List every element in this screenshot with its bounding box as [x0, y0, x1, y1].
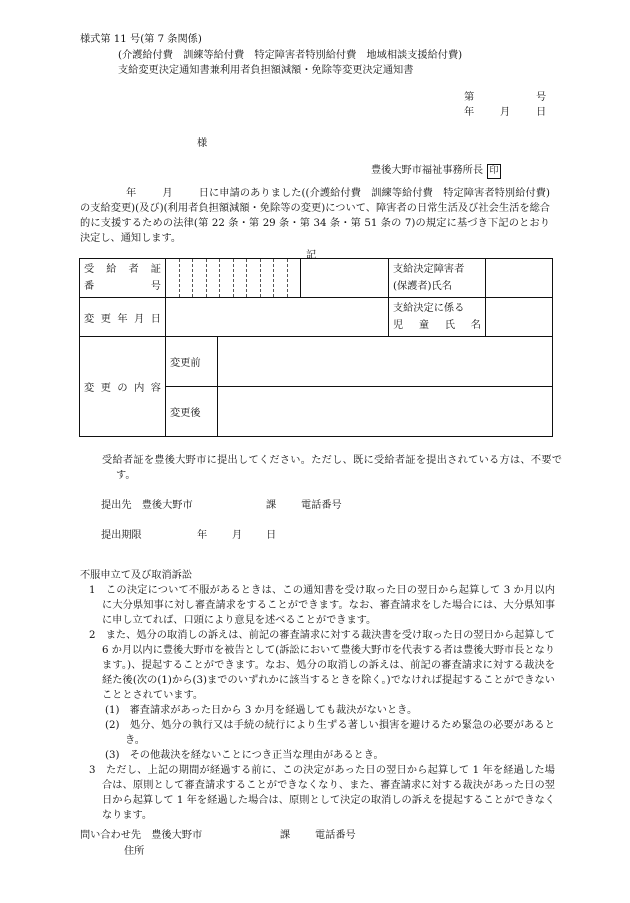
intro-text: 日に申請のありました((介護給付費 訓練等給付費 特定障害者特別給付費)の支給変更)(及び)(利用者負担額減額・免除等の変更)について、障害者の日常生活及び社会生活を総合的に支援するための法律(第 22 条・第 29 条・第 34 条・第 51 条の 7)の規定に基づき下記のとおり決定し、通知します。: [80, 188, 551, 244]
appeal-sub-3: (3) その他裁決を経ないことにつき正当な理由があるとき。: [105, 750, 384, 761]
form-number: 様式第 11 号(第 7 条関係): [80, 34, 202, 45]
intro-paragraph: [80, 186, 550, 246]
document-subtitle: (介護給付費 訓練等給付費 特定障害者特別給付費 地域相談支援給付費): [118, 50, 463, 61]
appeal-sub-1: (1) 審査請求があった日から 3 か月を経過しても裁決がないとき。: [105, 705, 418, 716]
child-cell: [389, 298, 553, 337]
digit-box: [180, 259, 194, 297]
change-date-label: 変 更 年 月 日: [80, 298, 166, 337]
date-day: 日: [536, 107, 547, 118]
document-title: 支給変更決定通知書兼利用者負担額減額・免除等変更決定通知書: [118, 65, 414, 76]
holder-cell: [389, 259, 553, 298]
child-label-2: 児 童 氏 名: [393, 320, 481, 331]
change-content-label: 変 更 の 内 容: [80, 337, 166, 437]
change-date-field[interactable]: [166, 298, 389, 337]
submit-deadline-label: 提出期限: [101, 530, 142, 541]
submit-destination-ka: 課: [266, 500, 277, 511]
digit-box: [220, 259, 234, 297]
appeal-sub-2: (2) 処分、処分の執行又は手続の続行により生ずる著しい損害を避けるため緊急の必要があるとき。: [105, 720, 555, 746]
holder-name-field[interactable]: [486, 259, 552, 297]
appeal-item-3: 3 ただし、上記の期間が経過する前に、この決定があった日の翌日から起算して 1 年を経過した場合は、原則として審査請求することができなくなり、また、審査請求に対する裁決があった日の翌日から起算して 1 年を経過した場合は、原則として決定の取消しの訴えを提起することができなくなります。: [89, 765, 555, 821]
submit-deadline-month: 月: [232, 530, 243, 541]
before-field[interactable]: [218, 337, 553, 387]
submit-instruction: 受給者証を豊後大野市に提出してください。ただし、既に受給者証を提出されている方は、不要です。: [102, 455, 562, 481]
submit-destination: 提出先 豊後大野市: [101, 500, 193, 511]
seal-mark: 印: [487, 164, 501, 179]
issuer-name: 豊後大野市福祉事務所長: [371, 165, 484, 176]
digit-box: [288, 259, 302, 297]
ki-heading: 記: [306, 250, 317, 261]
child-name-field[interactable]: [486, 298, 552, 336]
digit-box: [166, 259, 180, 297]
contact-label: 問い合わせ先 豊後大野市: [80, 830, 203, 841]
submit-deadline-day: 日: [266, 530, 277, 541]
contact-phone: 電話番号: [315, 830, 356, 841]
intro-month: 月: [162, 188, 173, 199]
cert-number-label: 受 給 者 証 番 号: [80, 259, 166, 298]
contact-address: 住所: [124, 846, 145, 857]
number-suffix: 号: [536, 92, 547, 103]
digit-box: [234, 259, 248, 297]
addressee-honorific: 様: [197, 138, 208, 149]
appeal-section: [80, 568, 555, 823]
number-prefix: 第: [464, 92, 475, 103]
appeal-item-2: 2 また、処分の取消しの訴えは、前記の審査請求に対する裁決書を受け取った日の翌日から起算して 6 か月以内に豊後大野市を被告として(訴訟において豊後大野市を代表する者は豊後大野市長となります。)、提起することができます。なお、処分の取消しの訴えは、前記の審査請求に対する裁決を経た後(次の(1)から(3)までのいずれかに該当するときを除く。)でなければ提起することができないこととされています。: [89, 630, 555, 701]
holder-label: 支給決定障害者: [393, 264, 465, 275]
digit-box: [261, 259, 275, 297]
digit-box: [247, 259, 261, 297]
cert-number-digit-boxes: [166, 259, 301, 297]
change-table: [79, 258, 553, 437]
appeal-item-1: 1 この決定について不服があるときは、この通知書を受け取った日の翌日から起算して 3 か月以内に大分県知事に対し審査請求をすることができます。なお、審査請求をした場合には、大分県知事に申し立てれば、口頭により意見を述べることができます。: [89, 585, 555, 626]
issuer-block: [371, 161, 501, 179]
after-label: 変更後: [166, 387, 218, 437]
digit-box: [274, 259, 288, 297]
cert-number-field[interactable]: [166, 259, 389, 298]
holder-label-2: (保護者)氏名: [393, 281, 452, 292]
submit-destination-phone: 電話番号: [301, 500, 342, 511]
digit-box: [207, 259, 221, 297]
child-label: 支給決定に係る: [393, 303, 465, 314]
after-field[interactable]: [218, 387, 553, 437]
intro-year: 年: [126, 188, 137, 199]
contact-ka: 課: [280, 830, 291, 841]
digit-box: [193, 259, 207, 297]
appeal-heading: 不服申立て及び取消訴訟: [80, 570, 193, 581]
submit-deadline-year: 年: [197, 530, 208, 541]
before-label: 変更前: [166, 337, 218, 387]
date-month: 月: [500, 107, 511, 118]
date-year: 年: [464, 107, 475, 118]
